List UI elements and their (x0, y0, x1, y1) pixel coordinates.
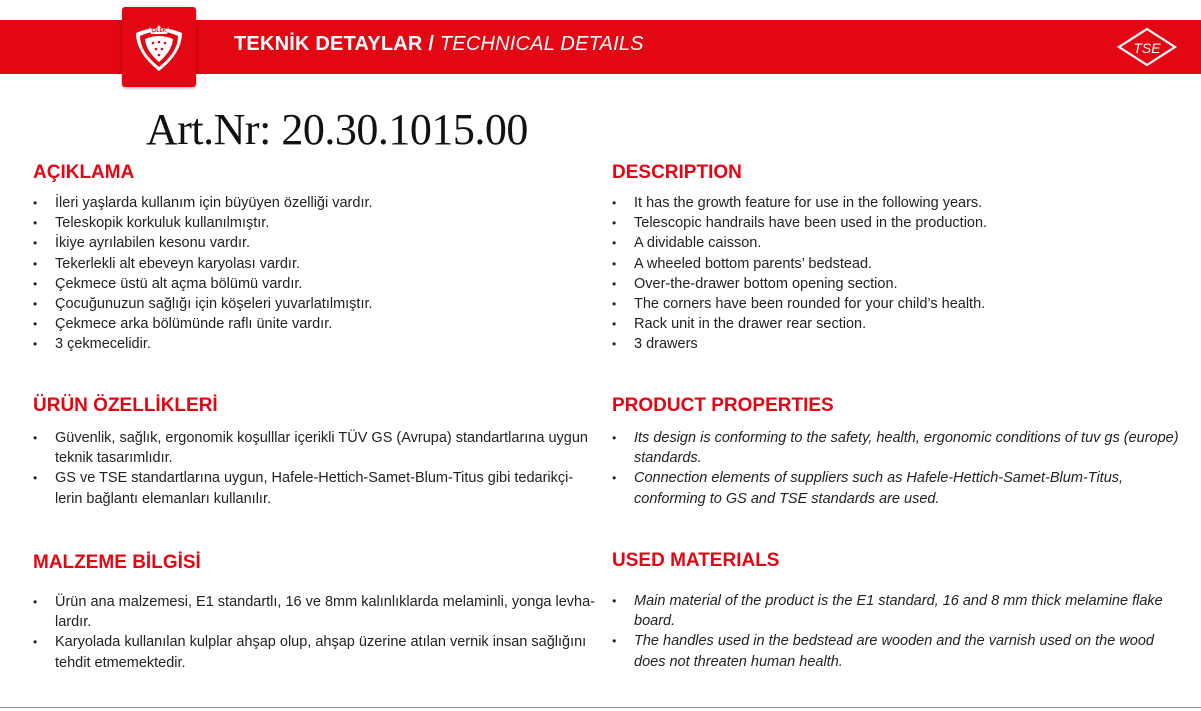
list-item: • Teleskopik korkuluk kullanılmıştır. (33, 213, 598, 233)
list-item: • Ürün ana malzemesi, E1 standartlı, 16 ve 8mm kalınlıklarda melaminli, yonga levha-lardır. (33, 592, 598, 632)
list-item: • Its design is conforming to the safety, health, ergonomic conditions of tuv gs (europe) standards. (612, 428, 1182, 468)
list-item: • It has the growth feature for use in the following years. (612, 193, 1182, 213)
heading-description: DESCRIPTION (612, 162, 742, 183)
title-separator: / (428, 33, 435, 55)
list-malzeme-bilgisi (33, 592, 598, 673)
list-item: • Çocuğunuzun sağlığı için köşeleri yuvarlatılmıştır. (33, 294, 598, 314)
list-item: • Çekmece arka bölümünde raflı ünite vardır. (33, 314, 598, 334)
list-aciklama (33, 193, 598, 355)
list-item: • Rack unit in the drawer rear section. (612, 314, 1182, 334)
page-title (234, 33, 644, 56)
bottom-divider (0, 707, 1201, 708)
list-item: • Over-the-drawer bottom opening section. (612, 274, 1182, 294)
list-item: • 3 drawers (612, 334, 1182, 354)
list-item: • Main material of the product is the E1 standard, 16 and 8 mm thick melamine flake board. (612, 591, 1182, 631)
list-item: • 3 çekmecelidir. (33, 334, 598, 354)
list-item: • İleri yaşlarda kullanım için büyüyen özelliği vardır. (33, 193, 598, 213)
list-product-properties (612, 428, 1182, 509)
list-item: • A wheeled bottom parents’ bedstead. (612, 254, 1182, 274)
list-item: • Connection elements of suppliers such as Hafele-Hettich-Samet-Blum-Titus, conforming to GS and TSE standards are used. (612, 468, 1182, 508)
list-description (612, 193, 1182, 355)
list-item: • Tekerlekli alt ebeveyn karyolası vardır. (33, 254, 598, 274)
list-urun-ozellikleri (33, 428, 598, 509)
title-turkish: TEKNİK DETAYLAR (234, 33, 423, 55)
heading-urun-ozellikleri: ÜRÜN ÖZELLİKLERİ (33, 395, 218, 416)
list-item: • A dividable caisson. (612, 233, 1182, 253)
list-item: • GS ve TSE standartlarına uygun, Hafele-Hettich-Samet-Blum-Titus gibi tedarikçi-lerin bağlantı elemanları kullanılır. (33, 468, 598, 508)
heading-malzeme-bilgisi: MALZEME BİLGİSİ (33, 552, 201, 573)
list-item: • Güvenlik, sağlık, ergonomik koşulllar içerikli TÜV GS (Avrupa) standartlarına uygun teknik tasarımlıdır. (33, 428, 598, 468)
heading-aciklama: AÇIKLAMA (33, 162, 135, 183)
list-item: • Karyolada kullanılan kulplar ahşap olup, ahşap üzerine atılan vernik insan sağlığını tehdit etmemektedir. (33, 632, 598, 672)
list-item: • Çekmece üstü alt açma bölümü vardır. (33, 274, 598, 294)
list-item: • Telescopic handrails have been used in the production. (612, 213, 1182, 233)
list-used-materials (612, 591, 1182, 672)
title-english: TECHNICAL DETAILS (439, 33, 644, 55)
heading-used-materials: USED MATERIALS (612, 550, 780, 571)
article-value: 20.30.1015.00 (281, 105, 528, 154)
logo-text: ÇİLEK (151, 28, 167, 34)
list-item: • The corners have been rounded for your child’s health. (612, 294, 1182, 314)
list-item: • İkiye ayrılabilen kesonu vardır. (33, 233, 598, 253)
list-item: • The handles used in the bedstead are wooden and the varnish used on the wood does not threaten human health. (612, 631, 1182, 671)
article-label: Art.Nr: (146, 105, 271, 154)
heading-product-properties: PRODUCT PROPERTIES (612, 395, 834, 416)
strawberry-logo-icon (122, 7, 196, 87)
tse-badge-icon (1116, 26, 1178, 73)
article-number (146, 104, 528, 155)
tse-badge-text: TSE (1133, 40, 1161, 56)
